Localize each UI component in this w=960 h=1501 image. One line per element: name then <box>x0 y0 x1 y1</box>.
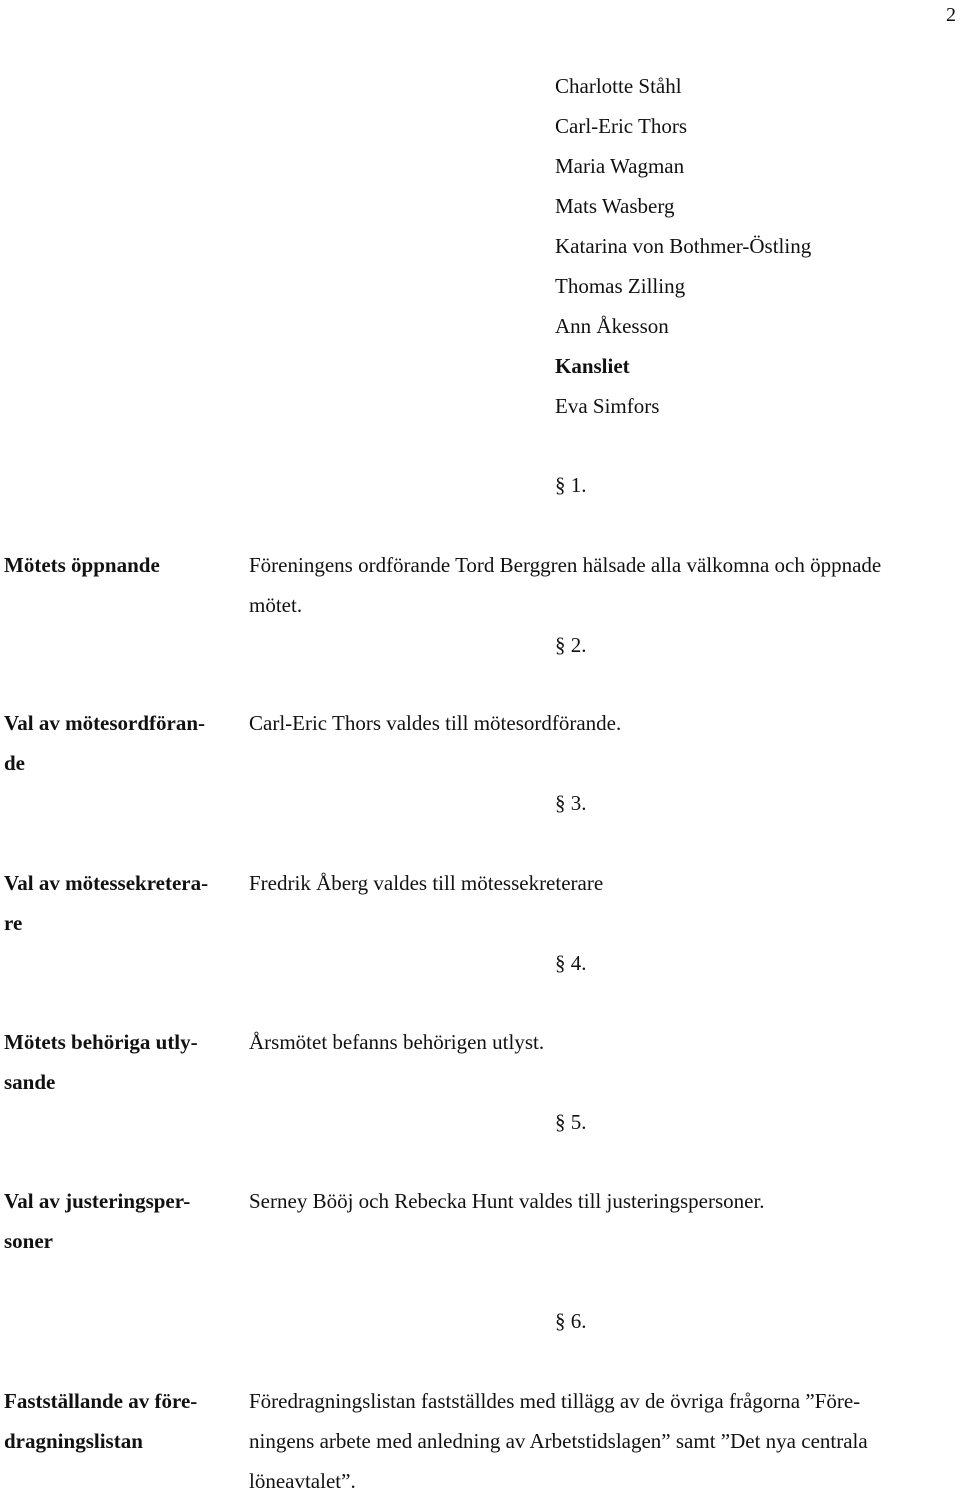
section-body-line: Årsmötet befanns behörigen utlyst. <box>249 1030 545 1054</box>
section-heading-line: Val av mötesordföran- <box>4 711 206 735</box>
paragraph-number: § 4. <box>555 951 587 975</box>
section-body-line: Föredragningslistan fastställdes med tillägg av de övriga frågorna ”Före- <box>249 1389 861 1413</box>
section-heading-line: re <box>4 911 23 935</box>
section-body <box>249 1022 957 1062</box>
section-body-line: ningens arbete med anledning av Arbetstidslagen” samt ”Det nya centrala <box>249 1429 868 1453</box>
section-heading-line: Fastställande av före- <box>4 1389 198 1413</box>
section-body <box>249 703 957 743</box>
section-heading <box>4 863 234 943</box>
attendee-name: Maria Wagman <box>555 154 685 178</box>
attendee-list <box>555 66 955 426</box>
section-body-line: Fredrik Åberg valdes till mötessekreterare <box>249 871 604 895</box>
paragraph-number: § 1. <box>555 473 587 497</box>
paragraph-number: § 5. <box>555 1110 587 1134</box>
paragraph-number: § 6. <box>555 1309 587 1333</box>
section-body <box>249 863 957 903</box>
section-heading-line: soner <box>4 1229 53 1253</box>
section-heading-line: Mötets öppnande <box>4 553 160 577</box>
section-body-line: Carl-Eric Thors valdes till mötesordförande. <box>249 711 622 735</box>
attendee-name: Ann Åkesson <box>555 314 669 338</box>
section-heading <box>4 1181 234 1261</box>
section-body <box>249 1381 957 1501</box>
attendee-name: Carl-Eric Thors <box>555 114 687 138</box>
section-heading-line: dragningslistan <box>4 1429 143 1453</box>
section-body-line: löneavtalet”. <box>249 1469 356 1493</box>
section-heading <box>4 703 234 783</box>
section-body <box>249 1181 957 1221</box>
page-number: 2 <box>946 4 956 26</box>
section-heading-line: de <box>4 751 25 775</box>
section-body-line: Serney Bööj och Rebecka Hunt valdes till justeringspersoner. <box>249 1189 765 1213</box>
paragraph-number: § 3. <box>555 791 587 815</box>
attendee-name: Charlotte Ståhl <box>555 74 682 98</box>
section-heading <box>4 1022 234 1102</box>
section-heading <box>4 545 234 585</box>
section-heading-line: Val av mötessekretera- <box>4 871 209 895</box>
paragraph-number: § 2. <box>555 633 587 657</box>
attendee-name: Mats Wasberg <box>555 194 675 218</box>
section-body <box>249 545 957 625</box>
section-body-line: Föreningens ordförande Tord Berggren hälsade alla välkomna och öppnade <box>249 553 882 577</box>
section-heading-line: Val av justeringsper- <box>4 1189 191 1213</box>
section-body-line: mötet. <box>249 593 303 617</box>
group-heading-kansliet: Kansliet <box>555 354 630 378</box>
attendee-name: Eva Simfors <box>555 394 660 418</box>
section-heading <box>4 1381 234 1461</box>
attendee-name: Katarina von Bothmer-Östling <box>555 234 812 258</box>
attendee-name: Thomas Zilling <box>555 274 686 298</box>
section-heading-line: sande <box>4 1070 56 1094</box>
section-heading-line: Mötets behöriga utly- <box>4 1030 198 1054</box>
